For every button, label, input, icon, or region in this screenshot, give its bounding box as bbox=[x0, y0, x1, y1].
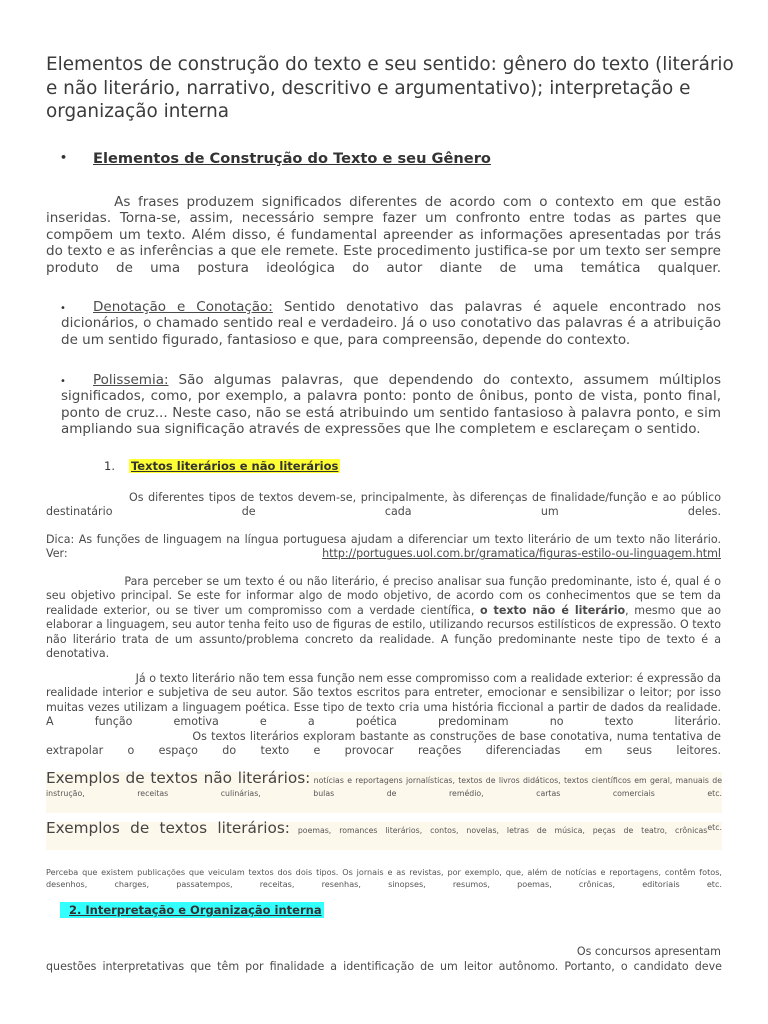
paragraph-concursos-line1: Os concursos apresentam bbox=[576, 945, 721, 958]
page-title: Elementos de construção do texto e seu sentido: gênero do texto (literário e não literário, narrativo, descritivo e argumentativo); interpretação e organização interna bbox=[46, 54, 734, 122]
section-heading-interpretacao: 2. Interpretação e Organização interna bbox=[60, 902, 324, 918]
examples-nao-literarios-text: notícias e reportagens jornalísticas, textos de livros didáticos, textos científicos em geral, manuais de instrução, receitas culinárias, bulas de remédio, cartas comerciais etc. bbox=[46, 776, 722, 798]
bullet-marker: • bbox=[60, 376, 66, 387]
text-denotacao: Sentido denotativo das palavras é aquele encontrado nos dicionários, o chamado sentido real e verdadeiro. Já o uso conotativo das palavras é a atribuição de um sentido figurado, fantasioso e que, para compreensão, depende do contexto. bbox=[61, 299, 722, 348]
paragraph-concursos-line2: questões interpretativas que têm por finalidade a identificação de um leitor autônomo. Portanto, o candidato deve bbox=[46, 960, 722, 973]
section-heading-text: Elementos de Construção do Texto e seu Gênero bbox=[93, 150, 491, 167]
subheading-textos-literarios bbox=[104, 459, 340, 473]
paragraph-dica: Dica: As funções de linguagem na língua portuguesa ajudam a diferenciar um texto literário de um texto não literário. Ver: http://portugues.uol.com.br/gramatica/figuras-estilo-ou-linguagem.html bbox=[46, 533, 721, 561]
term-denotacao: Denotação e Conotação: bbox=[93, 299, 273, 315]
bullet-denotacao bbox=[61, 299, 721, 348]
examples-literarios-end: etc. bbox=[707, 823, 722, 832]
bullet-polissemia bbox=[61, 372, 721, 438]
examples-literarios bbox=[46, 819, 722, 850]
paragraph-texto-literario: Já o texto literário não tem essa função nem esse compromisso com a realidade exterior: é expressão da realidade interior e subjetiva de seu autor. São textos escritos para entreter, emocionar e sensibilizar o leitor; por isso muitas vezes utilizam a linguagem poética. Esse tipo de texto cria uma história ficcional a partir de dados da realidade. A função emotiva e a poética predominam no texto literário. bbox=[46, 672, 721, 729]
intro-paragraph: As frases produzem significados diferentes de acordo com o contexto em que estão inseridas. Torna-se, assim, necessário sempre fazer um confronto entre todas as partes que compõem um texto. Além disso, é fundamental apreender as informações apresentadas por trás do texto e as inferências a que ele remete. Este procedimento justifica-se por um texto ser sempre produto de uma postura ideológica do autor diante de uma temática qualquer. bbox=[46, 194, 721, 276]
examples-nao-literarios bbox=[46, 769, 722, 813]
paragraph-tipos-textos: Os diferentes tipos de textos devem-se, principalmente, às diferenças de finalidade/função e ao público destinatário de cada um deles. bbox=[46, 491, 721, 519]
paragraph-perceba: Perceba que existem publicações que veiculam textos dos dois tipos. Os jornais e as revistas, por exemplo, que, além de notícias e reportagens, contêm fotos, desenhos, charges, passatempos, receitas, resenhas, sinopses, resumos, poemas, crônicas, editoriais etc. bbox=[46, 867, 722, 890]
paragraph-perceber: Para perceber se um texto é ou não literário, é preciso analisar sua função predominante, isto é, qual é o seu objetivo principal. Se este for informar algo de modo objetivo, de acordo com os conhecimentos que se tem da realidade exterior, ou se tiver um compromisso com a verdade científica, o texto não é literário, mesmo que ao elaborar a linguagem, seu autor tenha feito uso de figuras de estilo, utilizando recursos estilísticos de expressão. O texto não literário trata de um assunto/problema concreto da realidade. A função predominante neste tipo de texto é a denotativa. bbox=[46, 575, 721, 661]
bullet-marker: • bbox=[60, 303, 66, 314]
term-polissemia: Polissemia: bbox=[93, 372, 169, 388]
link-figuras-estilo[interactable]: http://portugues.uol.com.br/gramatica/figuras-estilo-ou-linguagem.html bbox=[322, 547, 721, 561]
subheading-text: Textos literários e não literários bbox=[130, 459, 339, 473]
bold-nao-literario: o texto não é literário bbox=[479, 603, 626, 617]
text-polissemia: São algumas palavras, que dependendo do contexto, assumem múltiplos significados, como, por exemplo, a palavra ponto: ponto de ônibus, ponto de vista, ponto final, ponto de cruz... Neste caso, não se está atribuindo um sentido fantasioso à palavra ponto, e sim ampliando sua significação através de expressões que lhe completem e esclareçam o sentido. bbox=[61, 372, 721, 438]
bullet-marker: • bbox=[60, 151, 68, 164]
examples-literarios-text: poemas, romances literários, contos, novelas, letras de música, peças de teatro, crônicas bbox=[289, 826, 708, 835]
paragraph-conotativa: Os textos literários exploram bastante as construções de base conotativa, numa tentativa de extrapolar o espaço do texto e provocar reações diferenciadas em seus leitores. bbox=[46, 730, 721, 758]
subheading-number: 1. bbox=[104, 459, 115, 473]
examples-nao-literarios-label: Exemplos de textos não literários: bbox=[46, 769, 311, 787]
examples-literarios-label: Exemplos de textos literários: bbox=[46, 819, 290, 837]
